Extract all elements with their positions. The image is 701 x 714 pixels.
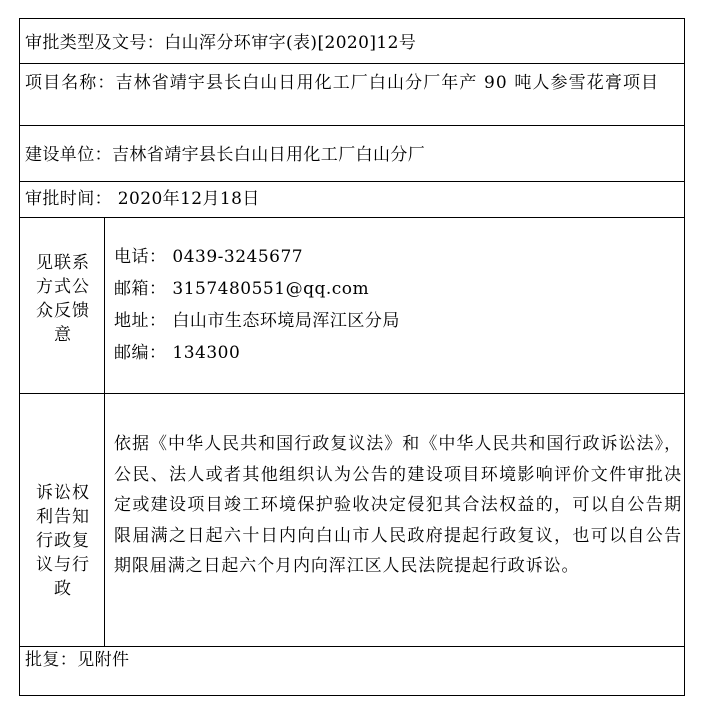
rights-label: 诉讼权利告知行政复议与行政 (36, 483, 90, 599)
approval-table (19, 18, 685, 696)
rights-paragraph: 依据《中华人民共和国行政复议法》和《中华人民共和国行政诉讼法》，公民、法人或者其他组织认为公告的建设项目环境影响评价文件审批决定或建设项目竣工环境保护验收决定侵犯其合法权益的，可以自公告期限届满之日起六十日内向白山市人民政府提起行政复议，也可以自公告期限届满之日起六个月内向浑江区人民法院提起行政诉讼。 (114, 434, 682, 576)
feedback-label-cell (20, 218, 105, 393)
approval-type-text: 审批类型及文号：白山浑分环审字(表)[2020]12号 (25, 33, 417, 53)
approval-time-text: 审批时间： 2020年12月18日 (25, 189, 260, 209)
postcode-line: 邮编： 134300 (114, 343, 241, 363)
reply-row (20, 647, 684, 695)
project-name-row (20, 64, 684, 126)
reply-text: 批复：见附件 (25, 650, 130, 670)
rights-label-cell (20, 394, 105, 646)
construction-unit-row (20, 126, 684, 182)
address-line: 地址： 白山市生态环境局浑江区分局 (114, 311, 400, 331)
feedback-content (114, 241, 682, 369)
feedback-label: 见联系方式公众反馈意 (36, 253, 90, 345)
construction-unit-text: 建设单位：吉林省靖宇县长白山日用化工厂白山分厂 (25, 145, 426, 165)
email-line: 邮箱： 3157480551@qq.com (114, 279, 370, 299)
approval-type-row (20, 19, 684, 64)
phone-line: 电话： 0439-3245677 (114, 247, 304, 267)
rights-row (20, 394, 684, 647)
project-name-text: 项目名称：吉林省靖宇县长白山日用化工厂白山分厂年产 90 吨人参雪花膏项目 (25, 73, 660, 93)
approval-time-row (20, 182, 684, 218)
feedback-row (20, 218, 684, 394)
